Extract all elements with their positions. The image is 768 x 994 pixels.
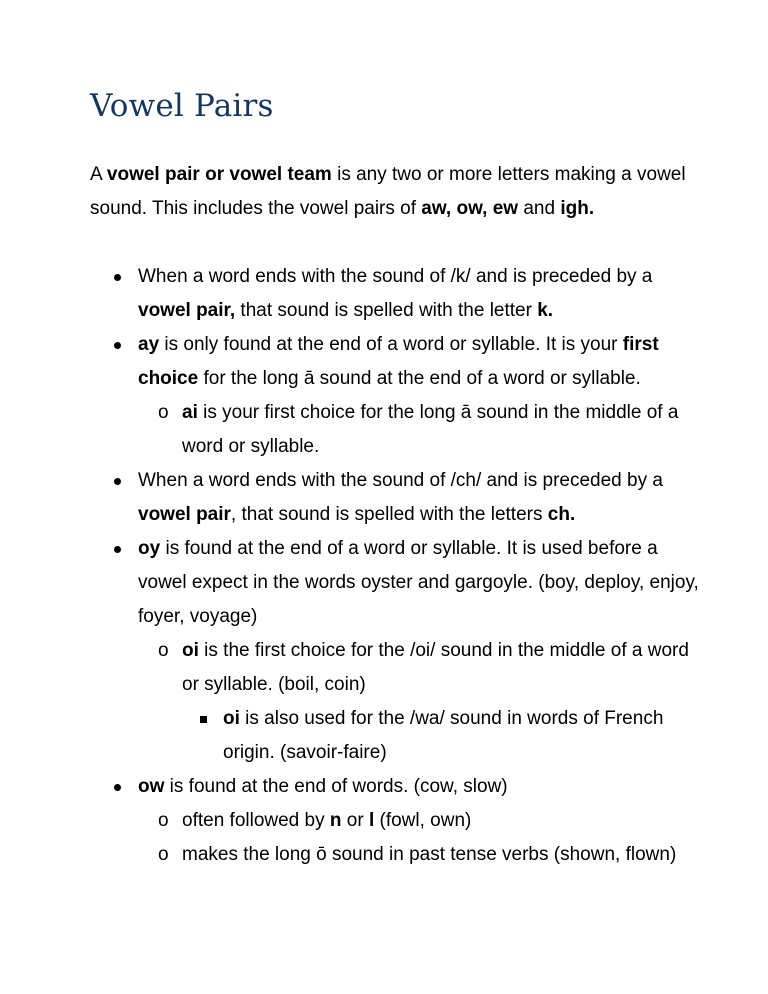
bold-term: first choice [138, 334, 659, 389]
item-text: for the long ā sound at the end of a word or syllable. [198, 368, 641, 389]
intro-bold-pairs: aw, ow, ew [421, 198, 519, 219]
bullet-dot-icon [114, 342, 121, 349]
intro-text: is any two or more letters making a vowel sound. This includes the vowel pairs of [90, 164, 686, 219]
item-text: or [341, 810, 369, 831]
list-item [90, 532, 700, 634]
item-text: that sound is spelled with the letter [235, 300, 538, 321]
list-item [90, 396, 700, 464]
page-title: Vowel Pairs [90, 88, 274, 124]
bullet-dot-icon [114, 274, 121, 281]
bullet-dot-icon [114, 478, 121, 485]
intro-bold-igh: igh. [560, 198, 595, 219]
item-text: When a word ends with the sound of /ch/ and is preceded by a [138, 470, 663, 491]
item-text: is found at the end of words. (cow, slow) [164, 776, 508, 797]
list-item [90, 328, 700, 396]
bold-term: n [329, 810, 342, 831]
item-text: When a word ends with the sound of /k/ and is preceded by a [138, 266, 653, 287]
rules-list [90, 260, 700, 872]
bullet-dot-icon [114, 784, 121, 791]
item-text: (fowl, own) [374, 810, 472, 831]
bullet-dot-icon [114, 546, 121, 553]
item-text: often followed by [182, 810, 330, 831]
item-text: is your first choice for the long ā sound in the middle of a word or syllable. [182, 402, 679, 457]
item-text: is only found at the end of a word or syllable. It is your [159, 334, 623, 355]
bold-term: ow [138, 776, 165, 797]
intro-text: and [518, 198, 561, 219]
bullet-circle-icon: o [158, 844, 169, 865]
bold-term: k. [537, 300, 554, 321]
list-item [90, 702, 700, 770]
intro-text: A [90, 164, 107, 185]
item-text: is the first choice for the /oi/ sound in the middle of a word or syllable. (boil, coin) [182, 640, 689, 695]
bullet-circle-icon: o [158, 810, 169, 831]
list-item [90, 804, 700, 838]
item-text: , that sound is spelled with the letters [230, 504, 548, 525]
intro-paragraph [90, 158, 690, 226]
list-item [90, 838, 700, 872]
bold-term: ai [182, 402, 198, 423]
bullet-circle-icon: o [158, 402, 169, 423]
bold-term: vowel pair [138, 504, 231, 525]
bold-term: ay [138, 334, 160, 355]
bold-term: oy [138, 538, 161, 559]
list-item [90, 260, 700, 328]
bullet-circle-icon: o [158, 640, 169, 661]
bold-term: vowel pair, [138, 300, 236, 321]
item-text: is found at the end of a word or syllable. It is used before a vowel expect in the words oyster and gargoyle. (boy, deploy, enjoy, foyer, voyage) [138, 538, 699, 627]
intro-bold-term: vowel pair or vowel team [106, 164, 332, 185]
item-text: is also used for the /wa/ sound in words of French origin. (savoir-faire) [223, 708, 664, 763]
list-item [90, 634, 700, 702]
bold-term: l [368, 810, 375, 831]
item-text: makes the long ō sound in past tense verbs (shown, flown) [182, 844, 677, 865]
bold-term: ch. [547, 504, 576, 525]
list-item [90, 770, 700, 804]
bullet-square-icon [200, 716, 207, 723]
bold-term: oi [182, 640, 199, 661]
bold-term: oi [223, 708, 240, 729]
list-item [90, 464, 700, 532]
